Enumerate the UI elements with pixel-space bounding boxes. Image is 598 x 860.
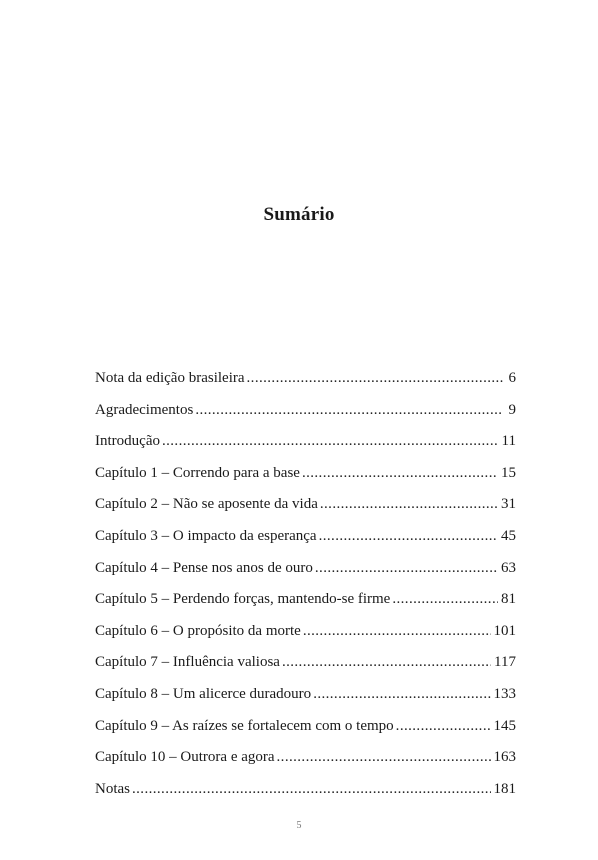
- toc-entry-capitulo-7: [95, 651, 516, 683]
- toc-entry-label: Agradecimentos: [95, 401, 194, 418]
- toc-entry-page: 145: [493, 717, 516, 734]
- table-of-contents: [95, 367, 516, 809]
- toc-entry-label: Capítulo 3 – O impacto da esperança: [95, 527, 317, 544]
- dot-leader: [282, 651, 491, 673]
- toc-entry-label: Capítulo 1 – Correndo para a base: [95, 464, 300, 481]
- toc-entry-page: 81: [501, 591, 516, 608]
- toc-entry-capitulo-3: [95, 525, 516, 557]
- toc-entry-label: Capítulo 5 – Perdendo forças, mantendo-se firme: [95, 591, 391, 608]
- page-title: Sumário: [263, 204, 335, 225]
- toc-entry-capitulo-6: [95, 620, 516, 652]
- toc-entry-capitulo-5: [95, 588, 516, 620]
- toc-entry-notas: [95, 778, 516, 810]
- toc-entry-page: 63: [501, 559, 516, 576]
- toc-entry-label: Capítulo 10 – Outrora e agora: [95, 749, 275, 766]
- dot-leader: [302, 462, 498, 484]
- toc-entry-page: 15: [501, 464, 516, 481]
- dot-leader: [320, 493, 498, 515]
- toc-entry-capitulo-4: [95, 557, 516, 589]
- toc-entry-label: Capítulo 6 – O propósito da morte: [95, 622, 301, 639]
- toc-entry-page: 11: [501, 433, 516, 450]
- toc-entry-page: 6: [508, 370, 516, 386]
- toc-entry-agradecimentos: [95, 399, 516, 431]
- dot-leader: [247, 367, 503, 389]
- dot-leader: [303, 620, 491, 642]
- dot-leader: [392, 588, 498, 610]
- toc-entry-label: Notas: [95, 780, 130, 797]
- toc-entry-page: 181: [493, 780, 516, 797]
- toc-entry-capitulo-9: [95, 715, 516, 747]
- toc-entry-page: 101: [493, 622, 516, 639]
- dot-leader: [132, 778, 491, 800]
- toc-entry-page: 31: [501, 496, 516, 513]
- toc-entry-page: 133: [493, 685, 516, 702]
- toc-entry-page: 163: [493, 749, 516, 766]
- toc-entry-label: Nota da edição brasileira: [95, 370, 245, 386]
- toc-entry-page: 45: [501, 527, 516, 544]
- toc-entry-capitulo-2: [95, 493, 516, 525]
- toc-entry-label: Capítulo 7 – Influência valiosa: [95, 654, 280, 671]
- toc-entry-label: Capítulo 9 – As raízes se fortalecem com o tempo: [95, 717, 394, 734]
- dot-leader: [195, 399, 503, 421]
- toc-entry-introducao: [95, 430, 516, 462]
- toc-entry-page: 117: [494, 654, 516, 671]
- toc-entry-label: Capítulo 2 – Não se aposente da vida: [95, 496, 318, 513]
- dot-leader: [313, 683, 490, 705]
- toc-entry-label: Capítulo 4 – Pense nos anos de ouro: [95, 559, 313, 576]
- page-number: 5: [296, 820, 302, 831]
- dot-leader: [396, 715, 491, 737]
- toc-entry-label: Introdução: [95, 433, 160, 450]
- toc-entry-capitulo-1: [95, 462, 516, 494]
- dot-leader: [162, 430, 499, 452]
- dot-leader: [315, 557, 498, 579]
- toc-entry-capitulo-10: [95, 746, 516, 778]
- dot-leader: [277, 746, 491, 768]
- toc-entry-nota: [95, 367, 516, 399]
- dot-leader: [319, 525, 498, 547]
- toc-entry-capitulo-8: [95, 683, 516, 715]
- toc-entry-label: Capítulo 8 – Um alicerce duradouro: [95, 685, 312, 702]
- toc-entry-page: 9: [508, 401, 516, 418]
